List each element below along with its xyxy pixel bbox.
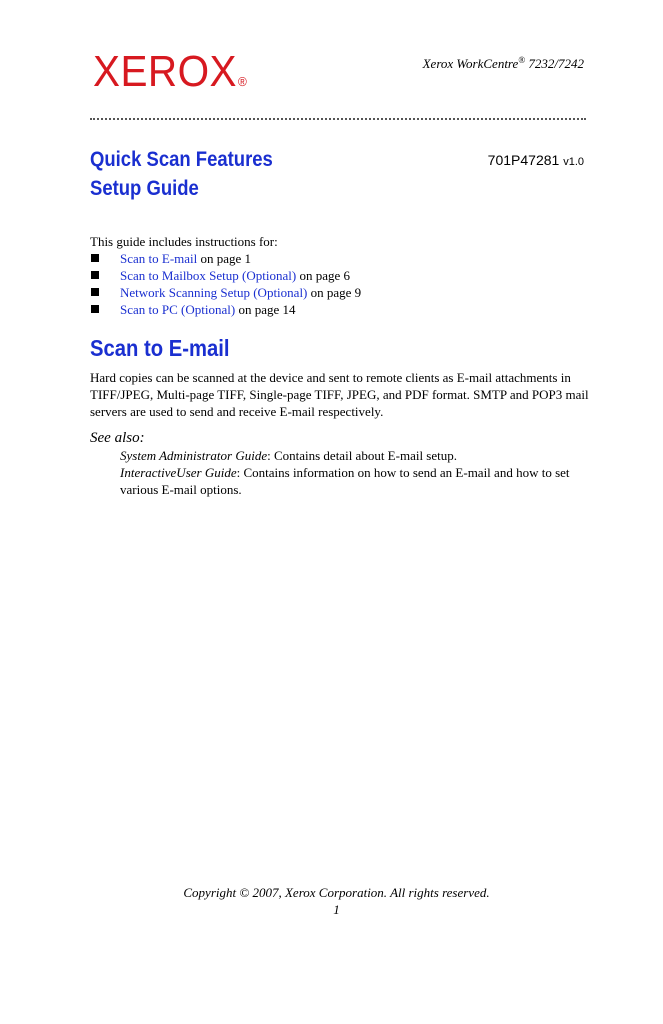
- reference-list: [120, 447, 590, 498]
- copyright-notice: Copyright © 2007, Xerox Corporation. All rights reserved.: [183, 885, 490, 900]
- dotted-divider: [90, 118, 586, 120]
- see-also-label: See also:: [90, 430, 145, 446]
- document-title: [90, 145, 273, 203]
- contents-item: [90, 301, 361, 318]
- contents-item: [90, 250, 361, 267]
- section-paragraph: Hard copies can be scanned at the device and sent to remote clients as E-mail attachments in TIFF/JPEG, Multi-page TIFF, Single-page TIFF, JPEG, and PDF format. SMTP and POP3 mail servers are used to send and receive E-mail respectively.: [90, 370, 589, 419]
- contents-link[interactable]: Scan to E-mail: [120, 251, 198, 266]
- contents-page-ref: on page 9: [307, 285, 362, 300]
- section-heading: Scan to E-mail: [90, 335, 230, 361]
- logo-text: XEROX: [93, 47, 238, 96]
- contents-list: [90, 250, 361, 318]
- reference-item: [120, 464, 590, 498]
- registered-mark: ®: [237, 74, 248, 89]
- reference-item: [120, 447, 590, 464]
- square-bullet-icon: [91, 254, 99, 262]
- doc-version: v1.0: [563, 156, 584, 168]
- doc-number: 701P47281: [487, 152, 560, 168]
- contents-page-ref: on page 14: [235, 302, 296, 317]
- intro-text: This guide includes instructions for:: [90, 234, 278, 249]
- product-prefix: Xerox WorkCentre: [422, 56, 519, 71]
- square-bullet-icon: [91, 271, 99, 279]
- reference-title: InteractiveUser Guide: [120, 465, 237, 480]
- product-registered-mark: ®: [518, 55, 526, 65]
- title-line-1: Quick Scan Features: [90, 148, 273, 171]
- contents-page-ref: on page 6: [296, 268, 350, 283]
- contents-link[interactable]: Network Scanning Setup (Optional): [120, 285, 308, 300]
- product-models: 7232/7242: [525, 56, 584, 71]
- xerox-logo: [93, 47, 248, 96]
- title-line-2: Setup Guide: [90, 177, 199, 200]
- document-number: [488, 151, 584, 171]
- reference-title: System Administrator Guide: [120, 448, 268, 463]
- product-name: [423, 56, 584, 72]
- contents-link[interactable]: Scan to Mailbox Setup (Optional): [120, 268, 297, 283]
- square-bullet-icon: [91, 305, 99, 313]
- contents-page-ref: on page 1: [197, 251, 252, 266]
- square-bullet-icon: [91, 288, 99, 296]
- page-number: 1: [333, 902, 340, 917]
- contents-item: [90, 267, 361, 284]
- reference-text: : Contains detail about E-mail setup.: [267, 448, 458, 463]
- reference-text: : Contains information on how to send an E-mail and how to set various E-mail options.: [120, 465, 570, 497]
- contents-link[interactable]: Scan to PC (Optional): [120, 302, 236, 317]
- contents-item: [90, 284, 361, 301]
